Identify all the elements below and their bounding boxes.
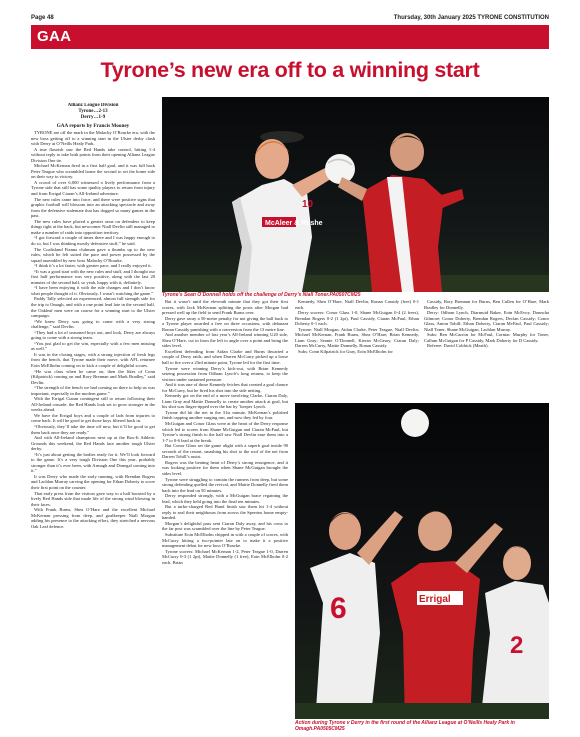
paragraph: The new rules have placed a greater onus on defenders to keep things tight at the back, but newcomer Niall Devlin still managed to make a number of raids into opposition territory.: [31, 218, 155, 235]
article-column-1: [31, 103, 155, 728]
shirt-sponsor-text: McAleer & Rushe: [265, 220, 323, 227]
paragraph: The Coalisland Fianna clubman gave a thumbs up to the new rules, which he felt suited the pace and power possessed by the squad assembled by new boss Malachy O’Rourke.: [31, 246, 155, 263]
secondary-match-photo: [295, 403, 549, 725]
paragraph: With Frank Burns, Shea O’Hare and the excellent Michael McKernan pressing from deep, and goalkeeper Niall Morgan adding his presence to the attacking effort, they stretched a nervous Oak Leaf defence.: [31, 507, 155, 529]
paragraph: Cassidy, Rory Brennan for Burns, Ben Cullen for O’Hare, Mark Bradley for Donnelly.: [424, 299, 549, 310]
paragraph: With the Errigal Ciaran contingent still to return following their All-Ireland crusade, the Red Hands look set to grow stronger in the weeks ahead.: [31, 396, 155, 413]
competition-line: Allianz League Division: [67, 103, 119, 108]
paragraph: “We knew Derry was going to come with a very strong challenge,” said Devlin.: [31, 318, 155, 330]
paragraph: “I think it’s a lot faster, with greater pace, and I really enjoyed it.: [34, 263, 152, 269]
section-label: GAA: [37, 28, 72, 45]
paragraph: Derry: Odhran Lynch, Diarmuid Baker, Eoin McEvoy, Donncha Gilmore; Conor Doherty, Brendan Rogers, Declan Cassidy; Conor Glass, Anton Tohill; Ethan Doherty, Ciaran McFaul, Paul Cassidy; Niall Toner, Shane McGuigan, Lachlan Murray.: [424, 310, 549, 332]
paragraph: Tyrone: Niall Morgan, Aidan Clarke, Peter Teague, Niall Devlin; Michael McKernan, Frank Burns, Shea O’Hare; Brian Kennedy, Liam Gray; Seanie O’Donnell, Kieran McGeary, Ciaran Daly; Darren McCurry, Mattie Donnelly, Ronan Cassidy: [295, 326, 419, 349]
paragraph: Rogers was the beating heart of Derry’s strong resurgence, and it was looking positive for them when Shane McGuigan brought the sides level.: [162, 459, 288, 476]
headline: Tyrone’s new era off to a winning start: [100, 58, 480, 82]
article-column-3: [295, 299, 419, 401]
score-line-tyrone: Tyrone…2-13: [78, 109, 108, 115]
paragraph: We have the Errigal boys and a couple of lads from injuries to come back. It will be good to get those boys filtered back in.: [31, 412, 155, 424]
paragraph: Derry gave away a 50-metre penalty for not giving the ball back to a Tyrone player awarded a free on three occasions, with debutant Ronan Cassidy punishing with a conversion from the 13 metre line.: [162, 315, 288, 332]
secondary-photo-caption: Action during Tyrone v Derry in the first round of the Allianz League at O’Neills Healy Park in Omagh.PA0505CM25: [295, 719, 549, 732]
paragraph: Derry responded strongly, with a McGuigan brace regaining the lead, which they held going into the final ten minutes.: [162, 493, 288, 504]
paragraph: But a turbo-charged Red Hand finish saw them hit 1-4 without reply to seal their neighbours from across the Sperrins home empty-handed.: [162, 504, 288, 521]
paragraph: It was Derry who made the early running, with Brendan Rogers and Lachlan Murray carving the opening for Ethan Doherty to score their first point on the counter.: [31, 473, 155, 491]
paragraph: “He was class when he came on, then the likes of Conn (Kilpatrick) coming on and Rory Brennan and Mark Bradley,” said Devlin.: [31, 368, 155, 385]
paragraph: Referee: David Coldrick (Meath).: [427, 343, 489, 349]
article-column-2: [162, 299, 288, 728]
paragraph: Excellent defending from Aidan Clarke and Burns thwarted a couple of Derry raids, and when Darren McCurry picked up a loose ball to fire over a 23rd minute point, Tyrone led for the first time.: [162, 348, 288, 366]
main-match-photo: [162, 97, 549, 292]
paragraph: Kennedy got on the end of a move involving Clarke, Ciaran Daly, Liam Gray and Mattie Donnelly to create another attack at goal, but his shot was finger-tipped over the bar by ’keeper Lynch.: [162, 393, 288, 410]
paragraph: But it wasn’t until the eleventh minute that they got their first scores, with Jack McKernan splitting the posts after Morgan had pressed well up the field to send Frank Burns over.: [162, 299, 288, 316]
paragraph: “The strength of the bench we had coming on there to help us was important, especially in the modern game.”: [31, 385, 155, 396]
paragraph: And with All-Ireland champions next up at the Box-It Athletic Grounds this weekend, the Red Hands face another tough Ulster derby.: [31, 435, 155, 452]
shirt-number-six: 6: [330, 592, 347, 625]
paragraph: Tyrone were struggling to contain the runners from deep, but some strong defending quelled the revival, and Mattie Donnelly fired them back into the lead on 50 minutes.: [162, 476, 288, 493]
shirt-number-text: 10: [302, 199, 314, 210]
paragraph: Morgan’s delightful pass sent Ciaran Daly away, and his cross to the far post was scrambled over the line by Peter Teague.: [162, 520, 288, 532]
secondary-photo-image: [295, 403, 549, 725]
paragraph: Subs: Ben McCarron for McFaul, Cormac Murphy for Toner, Callum McGuigan for P Cassidy, Mark Doherty for D Cassidy.: [424, 332, 549, 343]
shirt-number-two: 2: [510, 632, 524, 659]
page-number: Page 48: [31, 14, 54, 21]
paragraph: Tyrone were winning Derry’s kick-out, with Brian Kennedy seizing possession from Odhran Lynch’s long returns, to keep the visitors under sustained pressure.: [162, 365, 288, 382]
shirt-sponsor-errigal: Errigal: [419, 594, 451, 605]
paragraph: Tyrone scorers: Michael McKernan 1-2, Peter Teague 1-0, Darren McCurry 0-3 (1 2pt), Mattie Donnelly (1 free), Eoin McElholm 0-2 each, Brian: [162, 548, 288, 565]
paragraph: “It’s just about getting the bodies ready for it. We’ll look forward to the game. It’s a very tough Division One this year, probably stronger than it’s ever been, with Armagh and Donegal coming into it.”: [31, 451, 155, 474]
paragraph: A crowd of over 6,000 witnessed a lively performance from a Tyrone side that still has some quality players to return from injury and from Errigal Ciaran’s All-Ireland adventure.: [31, 179, 155, 197]
paragraph: “It was a good start with the new rules and stuff, and I thought our first half performance was very positive, along with the last 20 minutes of the second half, so yeah, happy with it, definitely.: [31, 268, 155, 285]
paragraph: “I have been enjoying it with the rule changes and I don’t know what people thought of it. Obviously, I wasn’t watching the game.”: [31, 285, 155, 296]
main-photo-image: [162, 97, 549, 292]
paragraph: It was in the closing stages, with a strong injection of fresh legs from the bench, that Tyrone made their move, with AFL returnee Eoin McElholm coming on to kick a couple of delightful scores.: [31, 351, 155, 368]
column-1-body: [31, 130, 155, 529]
page-header: [31, 12, 549, 23]
article-column-4: [424, 299, 549, 359]
paragraph: And another member of last year’s All-Ireland winning U20 side, Shea O’Hare, cut in from the left to angle over a point and bring the sides level.: [162, 332, 288, 349]
paragraph: Kennedy, Shea O’Hare, Niall Devlin, Ronan Cassidy (free) 0-1 each.: [295, 299, 419, 310]
paragraph: But Conor Glass set the game alight with a superb goal inside 90 seconds of the restart, smashing his shot to the roof of the net from Darren Tohill’s assist.: [162, 443, 288, 460]
score-line-derry: Derry…1-9: [80, 115, 106, 121]
edition-line: Thursday, 30th January 2025 TYRONE CONSTITUTION: [393, 14, 549, 21]
paragraph: “I got forward a couple of times there and I was happy enough to do so, but I was thinking mostly defensive stuff,” he said.: [31, 235, 155, 246]
byline: GAA reports by Francis Mooney: [56, 122, 130, 129]
paragraph: “They had a lot of seasoned boys out, and look, Derry are always going to come with a strong team.: [31, 329, 155, 341]
section-banner: [31, 25, 549, 49]
paragraph: That early press from the visitors gave way to a half boosted by a lively Red Hands side that made life of the strong wind blowing in their faces.: [31, 490, 155, 507]
paragraph: Derry scorers: Conor Glass 1-0, Shane McGuigan 0-4 (2 frees), Brendan Rogers 0-2 (1 2pt), Paul Cassidy, Ciaran McFaul, Ethan Doherty 0-1 each.: [295, 310, 419, 327]
paragraph: Substitute Eoin McElholm chipped in with a couple of scores, with McCurry hitting a two-pointer late on to make it a positive management debut for new boss O’Rourke.: [162, 531, 288, 549]
paragraph: TYRONE are off the mark in the Malachy O’Rourke era, with the new boss getting off to a winning start in the Ulster derby clash with Derry at O’Neills Healy Park.: [31, 130, 155, 147]
paragraph: Paddy Tally selected an experienced, almost full strength side for the trip to Omagh, and with a one point lead late in the second half, the Oakleaf men were on course for a winning start to the Ulster campaign.: [31, 296, 155, 319]
paragraph: And it was one of those Kennedy fetches that created a goal chance for McCurry, but he fired his shot into the side netting.: [162, 382, 288, 393]
paragraph: Tyrone did hit the net in the 31st minute, McKernan’s polished finish capping another surging run, and now they led by four.: [162, 409, 288, 421]
paragraph: “Obviously, they’ll take the time off now, but it’ll be good to get them back once they are ready.”: [31, 424, 155, 435]
paragraph: The new rules came into force, and there were positive signs that graphic football will blossom into an attacking spectacle and away from the defensive stalemate that has dogged so many games in the past.: [31, 196, 155, 219]
paragraph: “You just glad to get the win, especially with a few men missing as well.”: [31, 340, 155, 352]
paragraph: A true flourish saw the Red Hands take control, hitting 1-4 without reply to take both points from their opening Allianz League Division One tie.: [31, 146, 155, 163]
paragraph: Subs: Conn Kilpatrick for Gray, Eoin McElholm for: [298, 348, 393, 354]
paragraph: McGuigan and Conor Glass were at the heart of the Derry response which led to scores from Shane McGuigan and Ciaran McFaul, but Tyrone’s strong finish to the half saw Niall Devlin ease them into a 1-7 to 0-6 lead at the break.: [162, 421, 288, 443]
main-photo-caption: Tyrone’s Sean O’Donnell holds off the challenge of Derry’s Niall Toner.PA0507CM25: [162, 292, 361, 298]
paragraph: Michael McKernan fired in a first half goal, and it was full back Peter Teague who scrambled home the second to set the home side on their way to victory.: [31, 163, 155, 180]
